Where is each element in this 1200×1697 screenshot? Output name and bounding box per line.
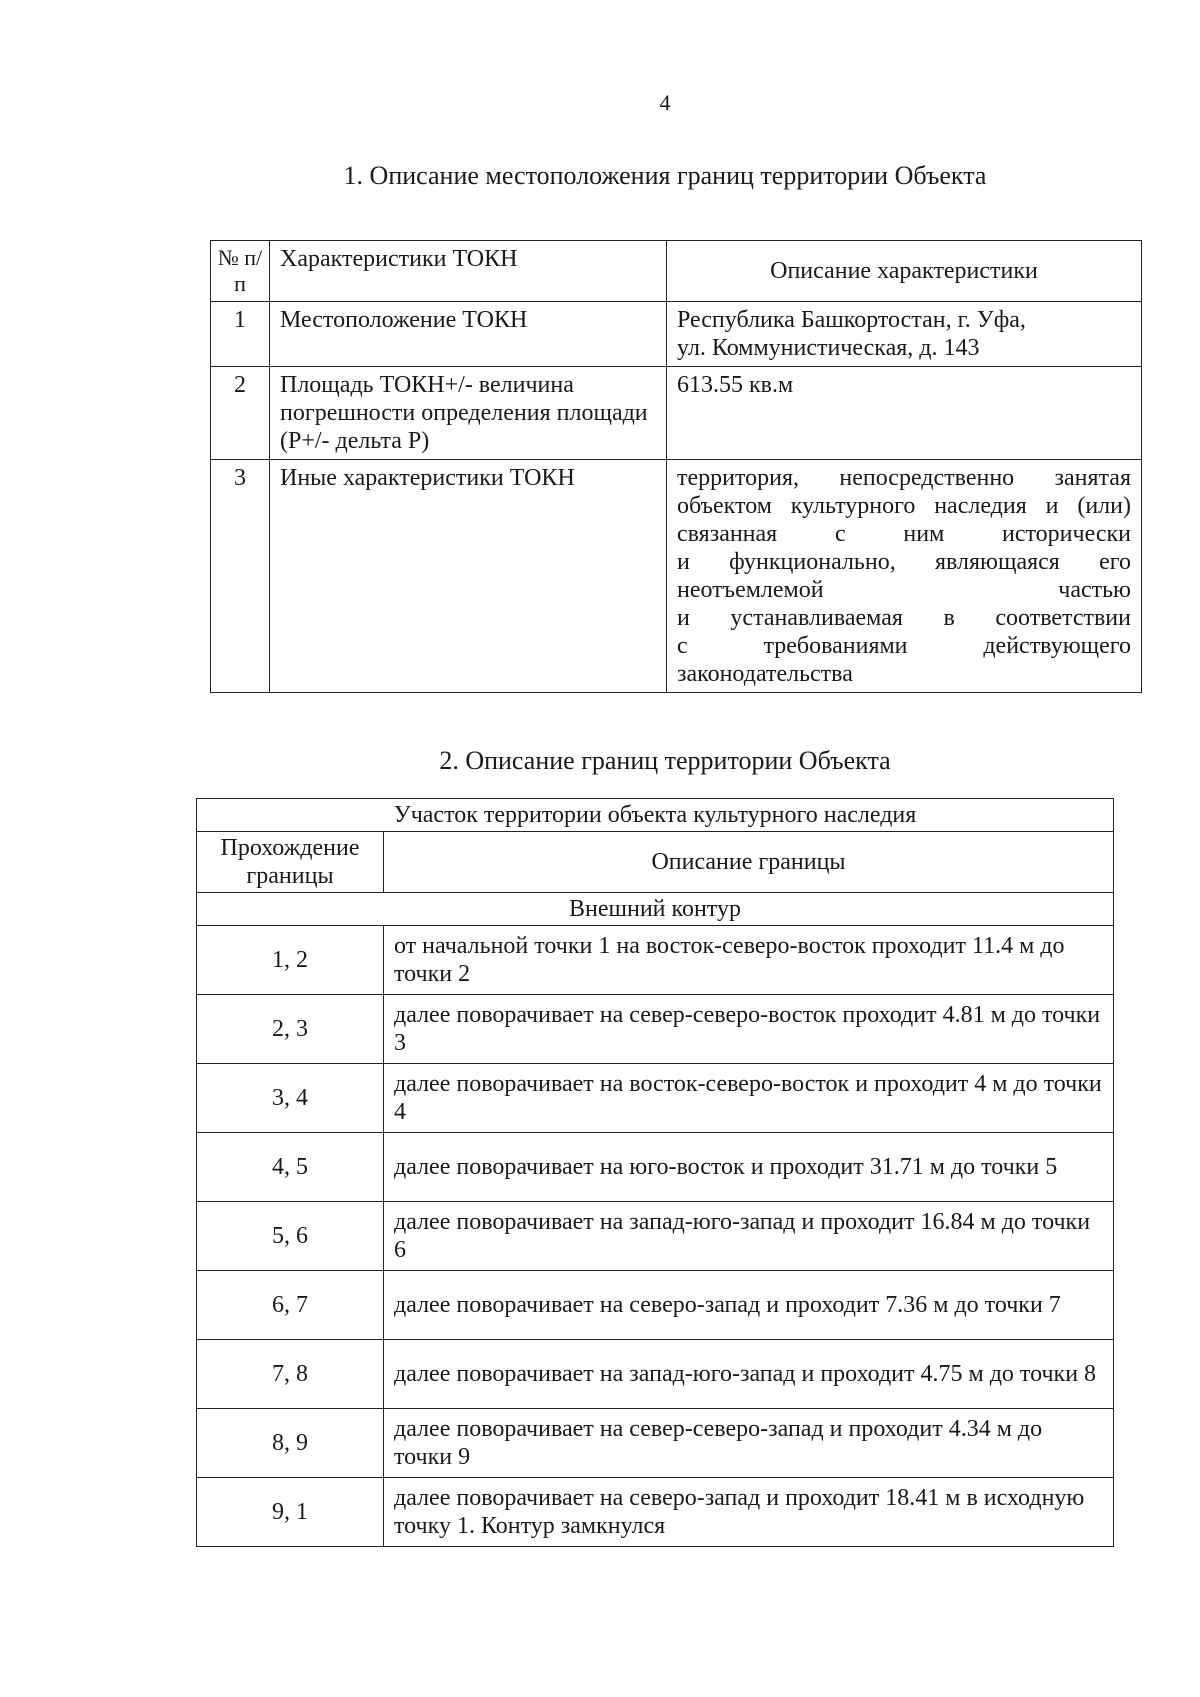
boundary-banner: Участок территории объекта культурного наследия bbox=[197, 799, 1114, 832]
description-line: неотъемлемой частью bbox=[677, 577, 1131, 603]
segment-description: далее поворачивает на северо-запад и проходит 18.41 м в исходную точку 1. Контур замкнулся bbox=[384, 1478, 1114, 1547]
table-row bbox=[197, 995, 1114, 1064]
row-characteristic: Местоположение ТОКН bbox=[270, 302, 667, 367]
characteristics-table bbox=[210, 240, 1142, 693]
segment-points: 8, 9 bbox=[197, 1409, 384, 1478]
description-line: и функционально, являющаяся его bbox=[677, 549, 1131, 575]
row-description bbox=[667, 302, 1142, 367]
segment-description: далее поворачивает на запад-юго-запад и проходит 4.75 м до точки 8 bbox=[384, 1340, 1114, 1409]
description-line: связанная с ним исторически bbox=[677, 521, 1131, 547]
description-line: объектом культурного наследия и (или) bbox=[677, 493, 1131, 519]
segment-points: 3, 4 bbox=[197, 1064, 384, 1133]
header-passage: Прохождение границы bbox=[197, 832, 384, 893]
table-row bbox=[197, 1064, 1114, 1133]
header-characteristic: Характеристики ТОКН bbox=[270, 241, 667, 302]
segment-description: далее поворачивает на запад-юго-запад и проходит 16.84 м до точки 6 bbox=[384, 1202, 1114, 1271]
segment-description: далее поворачивает на восток-северо-восток и проходит 4 м до точки 4 bbox=[384, 1064, 1114, 1133]
segment-description: далее поворачивает на северо-запад и проходит 7.36 м до точки 7 bbox=[384, 1271, 1114, 1340]
boundary-table bbox=[196, 798, 1114, 1547]
segment-description: далее поворачивает на север-северо-запад и проходит 4.34 м до точки 9 bbox=[384, 1409, 1114, 1478]
table-row bbox=[197, 1271, 1114, 1340]
description-line: территория, непосредственно занятая bbox=[677, 465, 1131, 491]
segment-description: далее поворачивает на юго-восток и проходит 31.71 м до точки 5 bbox=[384, 1133, 1114, 1202]
contour-label: Внешний контур bbox=[197, 893, 1114, 926]
table-row bbox=[211, 460, 1142, 693]
row-characteristic: Иные характеристики ТОКН bbox=[270, 460, 667, 693]
segment-points: 4, 5 bbox=[197, 1133, 384, 1202]
segment-points: 2, 3 bbox=[197, 995, 384, 1064]
table-row bbox=[197, 1133, 1114, 1202]
header-boundary-description: Описание границы bbox=[384, 832, 1114, 893]
table-row bbox=[211, 367, 1142, 460]
row-description bbox=[667, 367, 1142, 460]
boundary-banner-row bbox=[197, 799, 1114, 832]
row-num: 1 bbox=[211, 302, 270, 367]
segment-points: 9, 1 bbox=[197, 1478, 384, 1547]
description-line: 613.55 кв.м bbox=[677, 372, 794, 398]
segment-points: 5, 6 bbox=[197, 1202, 384, 1271]
row-characteristic: Площадь ТОКН+/- величина погрешности определения площади (Р+/- дельта Р) bbox=[270, 367, 667, 460]
table-row bbox=[211, 302, 1142, 367]
characteristics-header-row bbox=[211, 241, 1142, 302]
description-line: и устанавливаемая в соответствии bbox=[677, 605, 1131, 631]
table-row bbox=[197, 1409, 1114, 1478]
segment-points: 7, 8 bbox=[197, 1340, 384, 1409]
description-line: законодательства bbox=[677, 661, 853, 687]
segment-points: 1, 2 bbox=[197, 926, 384, 995]
row-num: 2 bbox=[211, 367, 270, 460]
segment-description: от начальной точки 1 на восток-северо-восток проходит 11.4 м до точки 2 bbox=[384, 926, 1114, 995]
boundary-header-row bbox=[197, 832, 1114, 893]
header-num: № п/п bbox=[211, 241, 270, 302]
contour-row bbox=[197, 893, 1114, 926]
section-1-title: 1. Описание местоположения границ территории Объекта bbox=[343, 161, 987, 190]
page-number: 4 bbox=[659, 90, 671, 115]
header-description: Описание характеристики bbox=[667, 241, 1142, 302]
table-row bbox=[197, 1340, 1114, 1409]
table-row bbox=[197, 1202, 1114, 1271]
description-line: Республика Башкортостан, г. Уфа, bbox=[677, 307, 1026, 333]
segment-points: 6, 7 bbox=[197, 1271, 384, 1340]
table-row bbox=[197, 926, 1114, 995]
description-line: с требованиями действующего bbox=[677, 633, 1131, 659]
description-line: ул. Коммунистическая, д. 143 bbox=[677, 335, 980, 361]
row-num: 3 bbox=[211, 460, 270, 693]
table-row bbox=[197, 1478, 1114, 1547]
segment-description: далее поворачивает на север-северо-восток проходит 4.81 м до точки 3 bbox=[384, 995, 1114, 1064]
section-2-title: 2. Описание границ территории Объекта bbox=[439, 746, 891, 775]
row-description bbox=[667, 460, 1142, 693]
